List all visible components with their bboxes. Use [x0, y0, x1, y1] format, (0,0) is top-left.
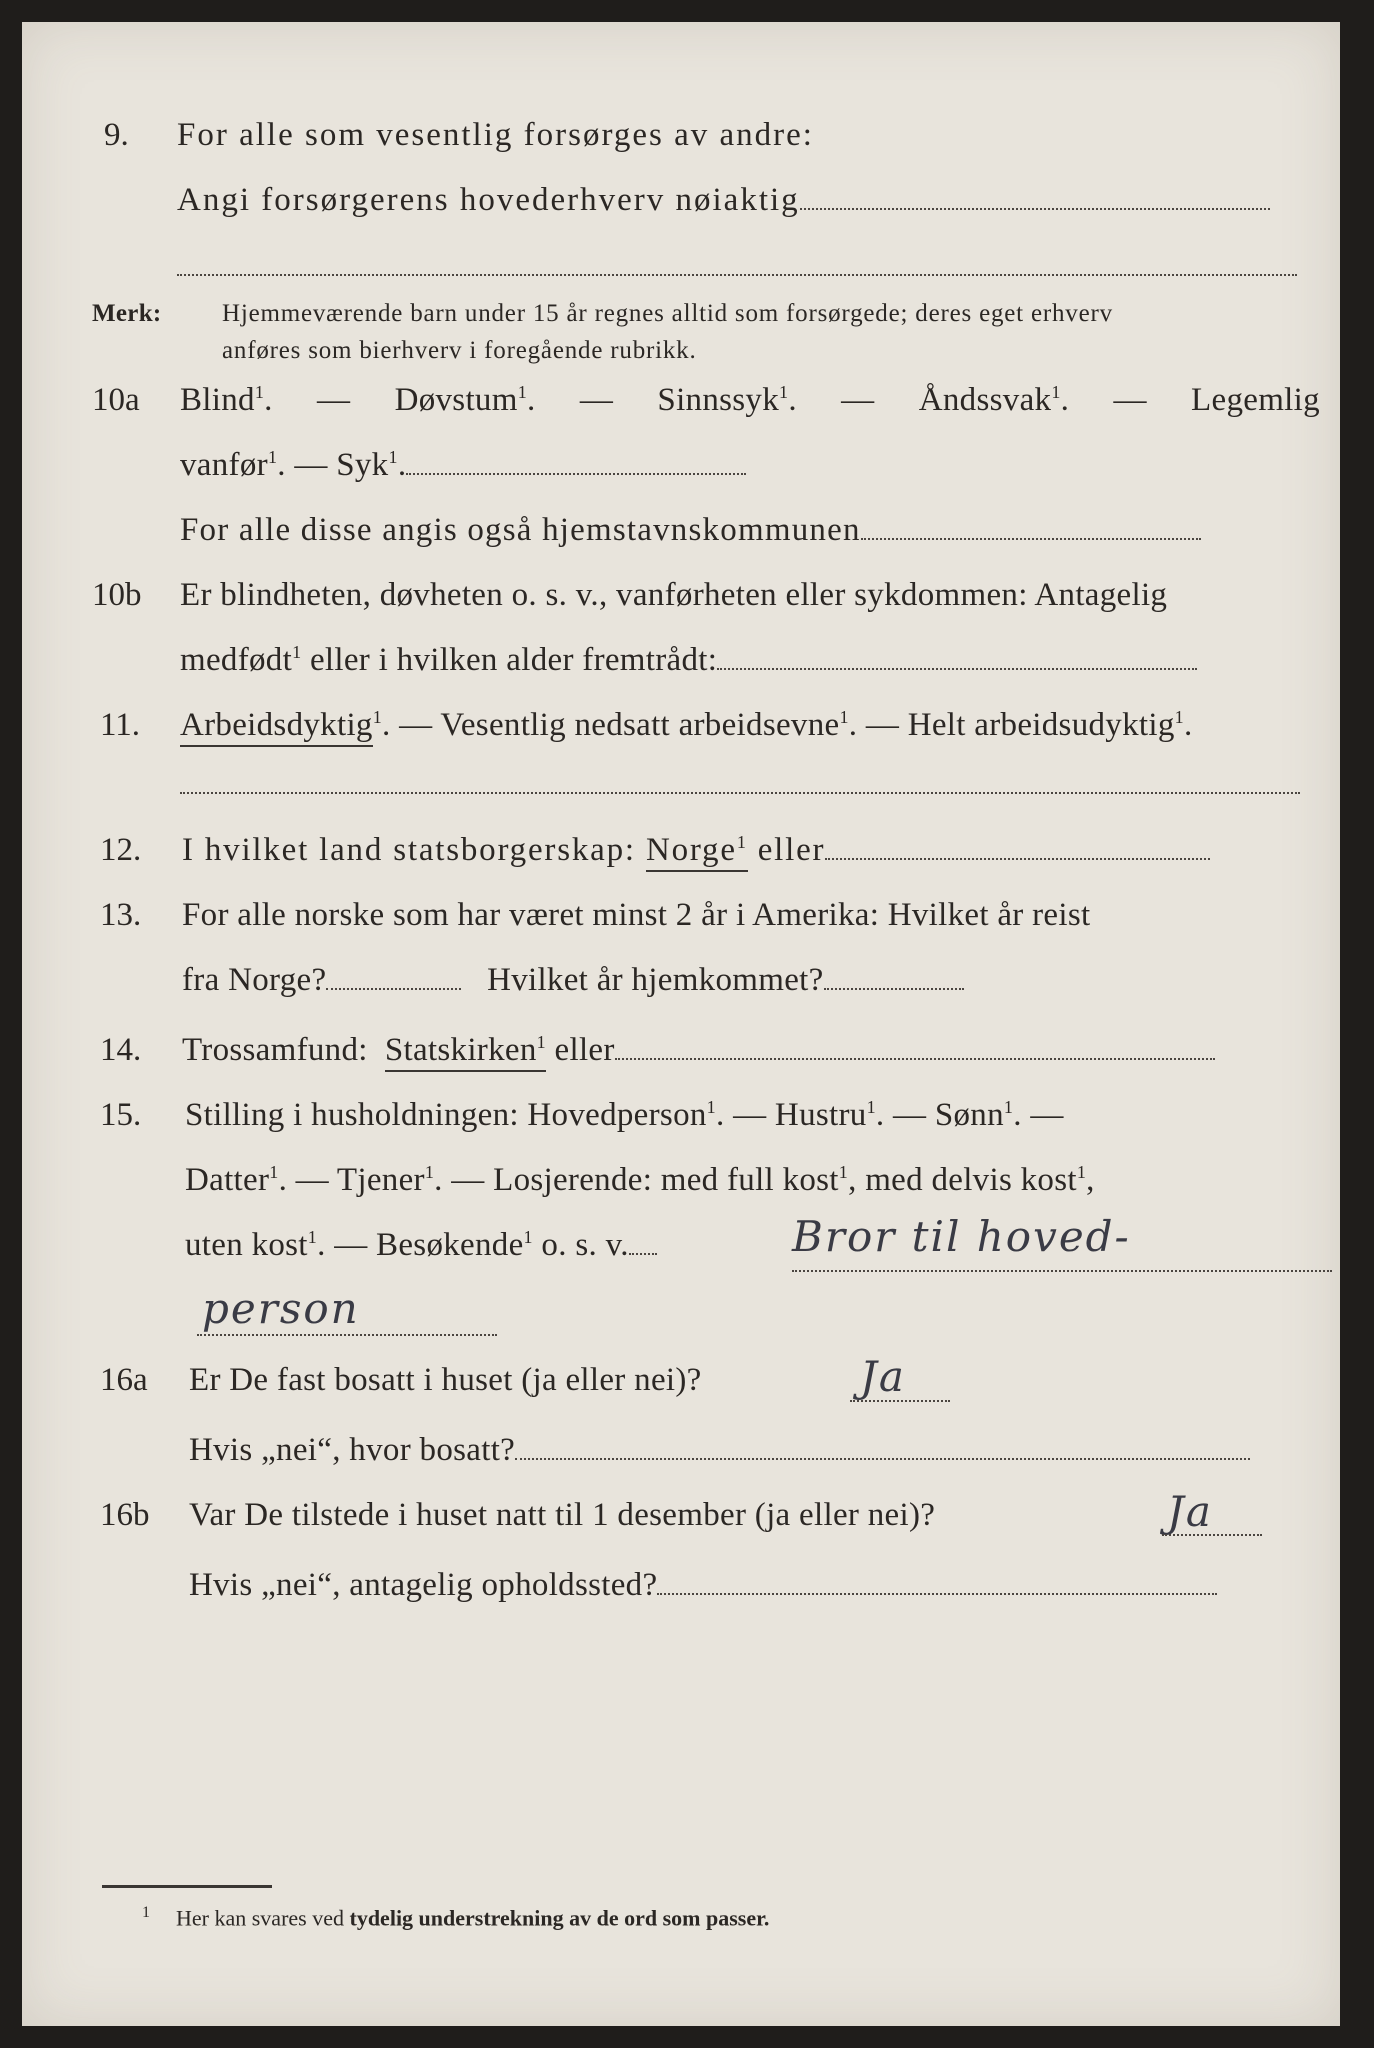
q12-norge: Norge	[645, 832, 737, 868]
q9-number: 9.	[104, 117, 129, 153]
q16a-line1	[189, 1362, 702, 1399]
q10a-number: 10a	[92, 382, 140, 418]
q15-line2-end: ,	[1086, 1162, 1095, 1198]
q16b-answer-field[interactable]	[1162, 1534, 1262, 1536]
merk-line2: anføres som bierhverv i foregående rubrikk.	[222, 337, 697, 364]
dash: —	[841, 382, 875, 418]
q14-number: 14.	[100, 1032, 142, 1068]
q15-sonn: . — Sønn	[875, 1097, 1004, 1133]
q16a-line2	[189, 1432, 1250, 1469]
q11-arbeidsdyktig-underlined: Arbeidsdyktig	[180, 707, 373, 747]
q10a-line3	[180, 512, 1201, 549]
footnote-ref: 1	[1003, 1097, 1014, 1117]
census-form-page	[22, 22, 1340, 2026]
q13-line2	[182, 962, 964, 999]
q15-osv: o. s. v.	[541, 1227, 629, 1263]
q16b-opholdssted-field[interactable]	[657, 1593, 1217, 1595]
q12-number: 12.	[100, 832, 142, 868]
merk-line1: Hjemmeværende barn under 15 år regnes alltid som forsørgede; deres eget erhverv	[222, 300, 1113, 327]
q15-answer-field[interactable]	[792, 1270, 1332, 1272]
q15-besokende: . — Besøkende	[317, 1227, 524, 1263]
footnote-ref: 1	[372, 707, 383, 727]
q11-line: Arbeidsdyktig$^1$. — Vesentlig nedsatt arbeidsevne$^1$. — Helt arbeidsudyktig$^1$.	[180, 707, 1193, 744]
q12-norge-underlined	[646, 832, 748, 872]
q15-delvis: , med delvis kost	[848, 1162, 1077, 1198]
q10a-andssvak: Åndssvak	[918, 382, 1052, 418]
q12-lead: I hvilket land statsborgerskap:	[182, 832, 636, 868]
q14-line	[182, 1032, 1215, 1069]
q16b-line2	[189, 1567, 1217, 1604]
footnote-plain: Her kan svares ved	[176, 1905, 344, 1931]
q15-uten-kost: uten kost	[185, 1227, 308, 1263]
q15-line1	[185, 1097, 1064, 1134]
dash: —	[1113, 382, 1147, 418]
dash: —	[579, 382, 614, 418]
q10a-answer-field[interactable]	[406, 473, 746, 475]
q9-answer-field-2[interactable]	[177, 274, 1297, 276]
q10a-sinnssyk: Sinnssyk	[657, 382, 780, 418]
q16a-answer-field[interactable]	[850, 1400, 950, 1402]
footnote-ref: 1	[1174, 707, 1184, 727]
footnote-ref: 1	[706, 1097, 716, 1117]
q13-hjem: Hvilket år hjemkommet?	[487, 962, 824, 998]
footnote-ref: 1	[536, 1032, 546, 1052]
footnote-ref: 1	[254, 382, 265, 402]
q13-fra: fra Norge?	[182, 962, 327, 998]
q15-hustru: . — Hustru	[715, 1097, 867, 1133]
q15-number: 15.	[100, 1097, 142, 1133]
q11-vesentlig: . — Vesentlig nedsatt arbeidsevne	[382, 707, 840, 743]
q9-answer-field[interactable]	[800, 208, 1270, 210]
q12-eller: eller	[757, 832, 826, 868]
dash: —	[294, 447, 328, 483]
footnote	[142, 1904, 769, 1931]
footnote-mark: 1	[142, 1904, 150, 1921]
q16b-number: 16b	[100, 1497, 150, 1533]
footnote-rule	[102, 1885, 272, 1888]
q12-line	[182, 832, 1210, 869]
footnote-ref: 1	[388, 447, 398, 467]
merk-label: Merk:	[92, 300, 162, 327]
q13-hjemkommet-field[interactable]	[824, 988, 964, 990]
dash: —	[317, 382, 351, 418]
q10a-vanfor: vanfør	[180, 447, 268, 483]
q9-line1: For alle som vesentlig forsørges av andre:	[177, 117, 814, 153]
q10a-line2: vanfør$^1$. — Syk$^1$.	[180, 447, 746, 484]
footnote-ref: 1	[779, 382, 789, 402]
footnote-bold: tydelig understrekning av de ord som passer.	[349, 1905, 770, 1931]
q13-reist-field[interactable]	[326, 988, 461, 990]
q14-lead: Trossamfund:	[182, 1032, 368, 1068]
q15-losjerende: . — Losjerende: med full kost	[434, 1162, 839, 1198]
footnote-ref: 1	[292, 642, 302, 662]
q10a-blind: Blind	[180, 382, 255, 418]
q16a-hvor-bosatt: Hvis „nei“, hvor bosatt?	[189, 1432, 516, 1468]
footnote-ref: 1	[269, 1162, 279, 1182]
footnote-ref: 1	[267, 447, 278, 467]
footnote-ref: 1	[736, 832, 748, 852]
q13-line1: For alle norske som har været minst 2 år i Amerika: Hvilket år reist	[182, 897, 1091, 933]
q10a-syk: Syk	[336, 447, 389, 483]
q15-answer-lead	[629, 1253, 657, 1255]
q12-answer-field[interactable]	[825, 858, 1210, 860]
footnote-ref: 1	[866, 1097, 876, 1117]
q16a-bosatt-field[interactable]	[515, 1458, 1250, 1460]
q11-answer-field[interactable]	[180, 792, 1300, 794]
q13-number: 13.	[100, 897, 142, 933]
q10a-hjemstavn-field[interactable]	[861, 538, 1201, 540]
q10b-answer-field[interactable]	[717, 668, 1197, 670]
q14-answer-field[interactable]	[615, 1058, 1215, 1060]
q15-line1-end: . —	[1013, 1097, 1064, 1133]
footnote-ref: 1	[839, 707, 849, 727]
q10a-legemlig: Legemlig	[1191, 382, 1320, 418]
q15-line2	[185, 1162, 1095, 1199]
footnote-ref: 1	[1076, 1162, 1087, 1182]
q15-answer-field-2[interactable]	[197, 1334, 497, 1336]
footnote-ref: 1	[523, 1227, 533, 1247]
footnote-ref: 1	[424, 1162, 435, 1182]
q11-helt: . — Helt arbeidsudyktig	[848, 707, 1175, 743]
q9-line2-text: Angi forsørgerens hovederhverv nøiaktig	[177, 182, 800, 218]
q16b-opholdssted: Hvis „nei“, antagelig opholdssted?	[189, 1567, 658, 1603]
q10b-number: 10b	[92, 577, 142, 613]
q16b-question: Var De tilstede i huset natt til 1 desember (ja eller nei)?	[189, 1497, 936, 1533]
q14-statskirken: Statskirken	[384, 1032, 537, 1068]
q16b-handwritten-answer: Ja	[1167, 1487, 1213, 1536]
q10b-line1: Er blindheten, døvheten o. s. v., vanførheten eller sykdommen: Antagelig	[180, 577, 1168, 613]
q16a-number: 16a	[100, 1362, 148, 1398]
footnote-ref: 1	[517, 382, 528, 402]
q15-hovedperson: Stilling i husholdningen: Hovedperson	[185, 1097, 707, 1133]
q15-datter: Datter	[185, 1162, 270, 1198]
footnote-ref: 1	[1051, 382, 1061, 402]
q14-eller: eller	[554, 1032, 615, 1068]
footnote-ref: 1	[838, 1162, 849, 1182]
q15-line3	[185, 1227, 657, 1264]
q15-handwritten-answer-1: Bror til hoved-	[792, 1212, 1131, 1261]
q14-statskirken-underlined	[385, 1032, 546, 1072]
q10a-line1: Blind$^1$. — Døvstum$^1$. — Sinnssyk$^1$. — Åndssvak$^1$. — Legemlig	[180, 382, 1320, 418]
q10b-line2	[180, 642, 1197, 679]
q9-line2	[177, 182, 1270, 219]
q10b-line2-rest: eller i hvilken alder fremtrådt:	[309, 642, 718, 678]
q16a-handwritten-answer: Ja	[860, 1352, 906, 1401]
q16b-line1	[189, 1497, 935, 1534]
q10b-medfodt: medfødt	[180, 642, 293, 678]
q16a-question: Er De fast bosatt i huset (ja eller nei)?	[189, 1362, 702, 1398]
q15-tjener: . — Tjener	[278, 1162, 425, 1198]
q10a-dovstum: Døvstum	[394, 382, 518, 418]
q11-number: 11.	[100, 707, 141, 743]
q15-handwritten-answer-2: person	[202, 1284, 360, 1333]
footnote-ref: 1	[307, 1227, 318, 1247]
q10a-line3-text: For alle disse angis også hjemstavnskommunen	[180, 512, 861, 548]
